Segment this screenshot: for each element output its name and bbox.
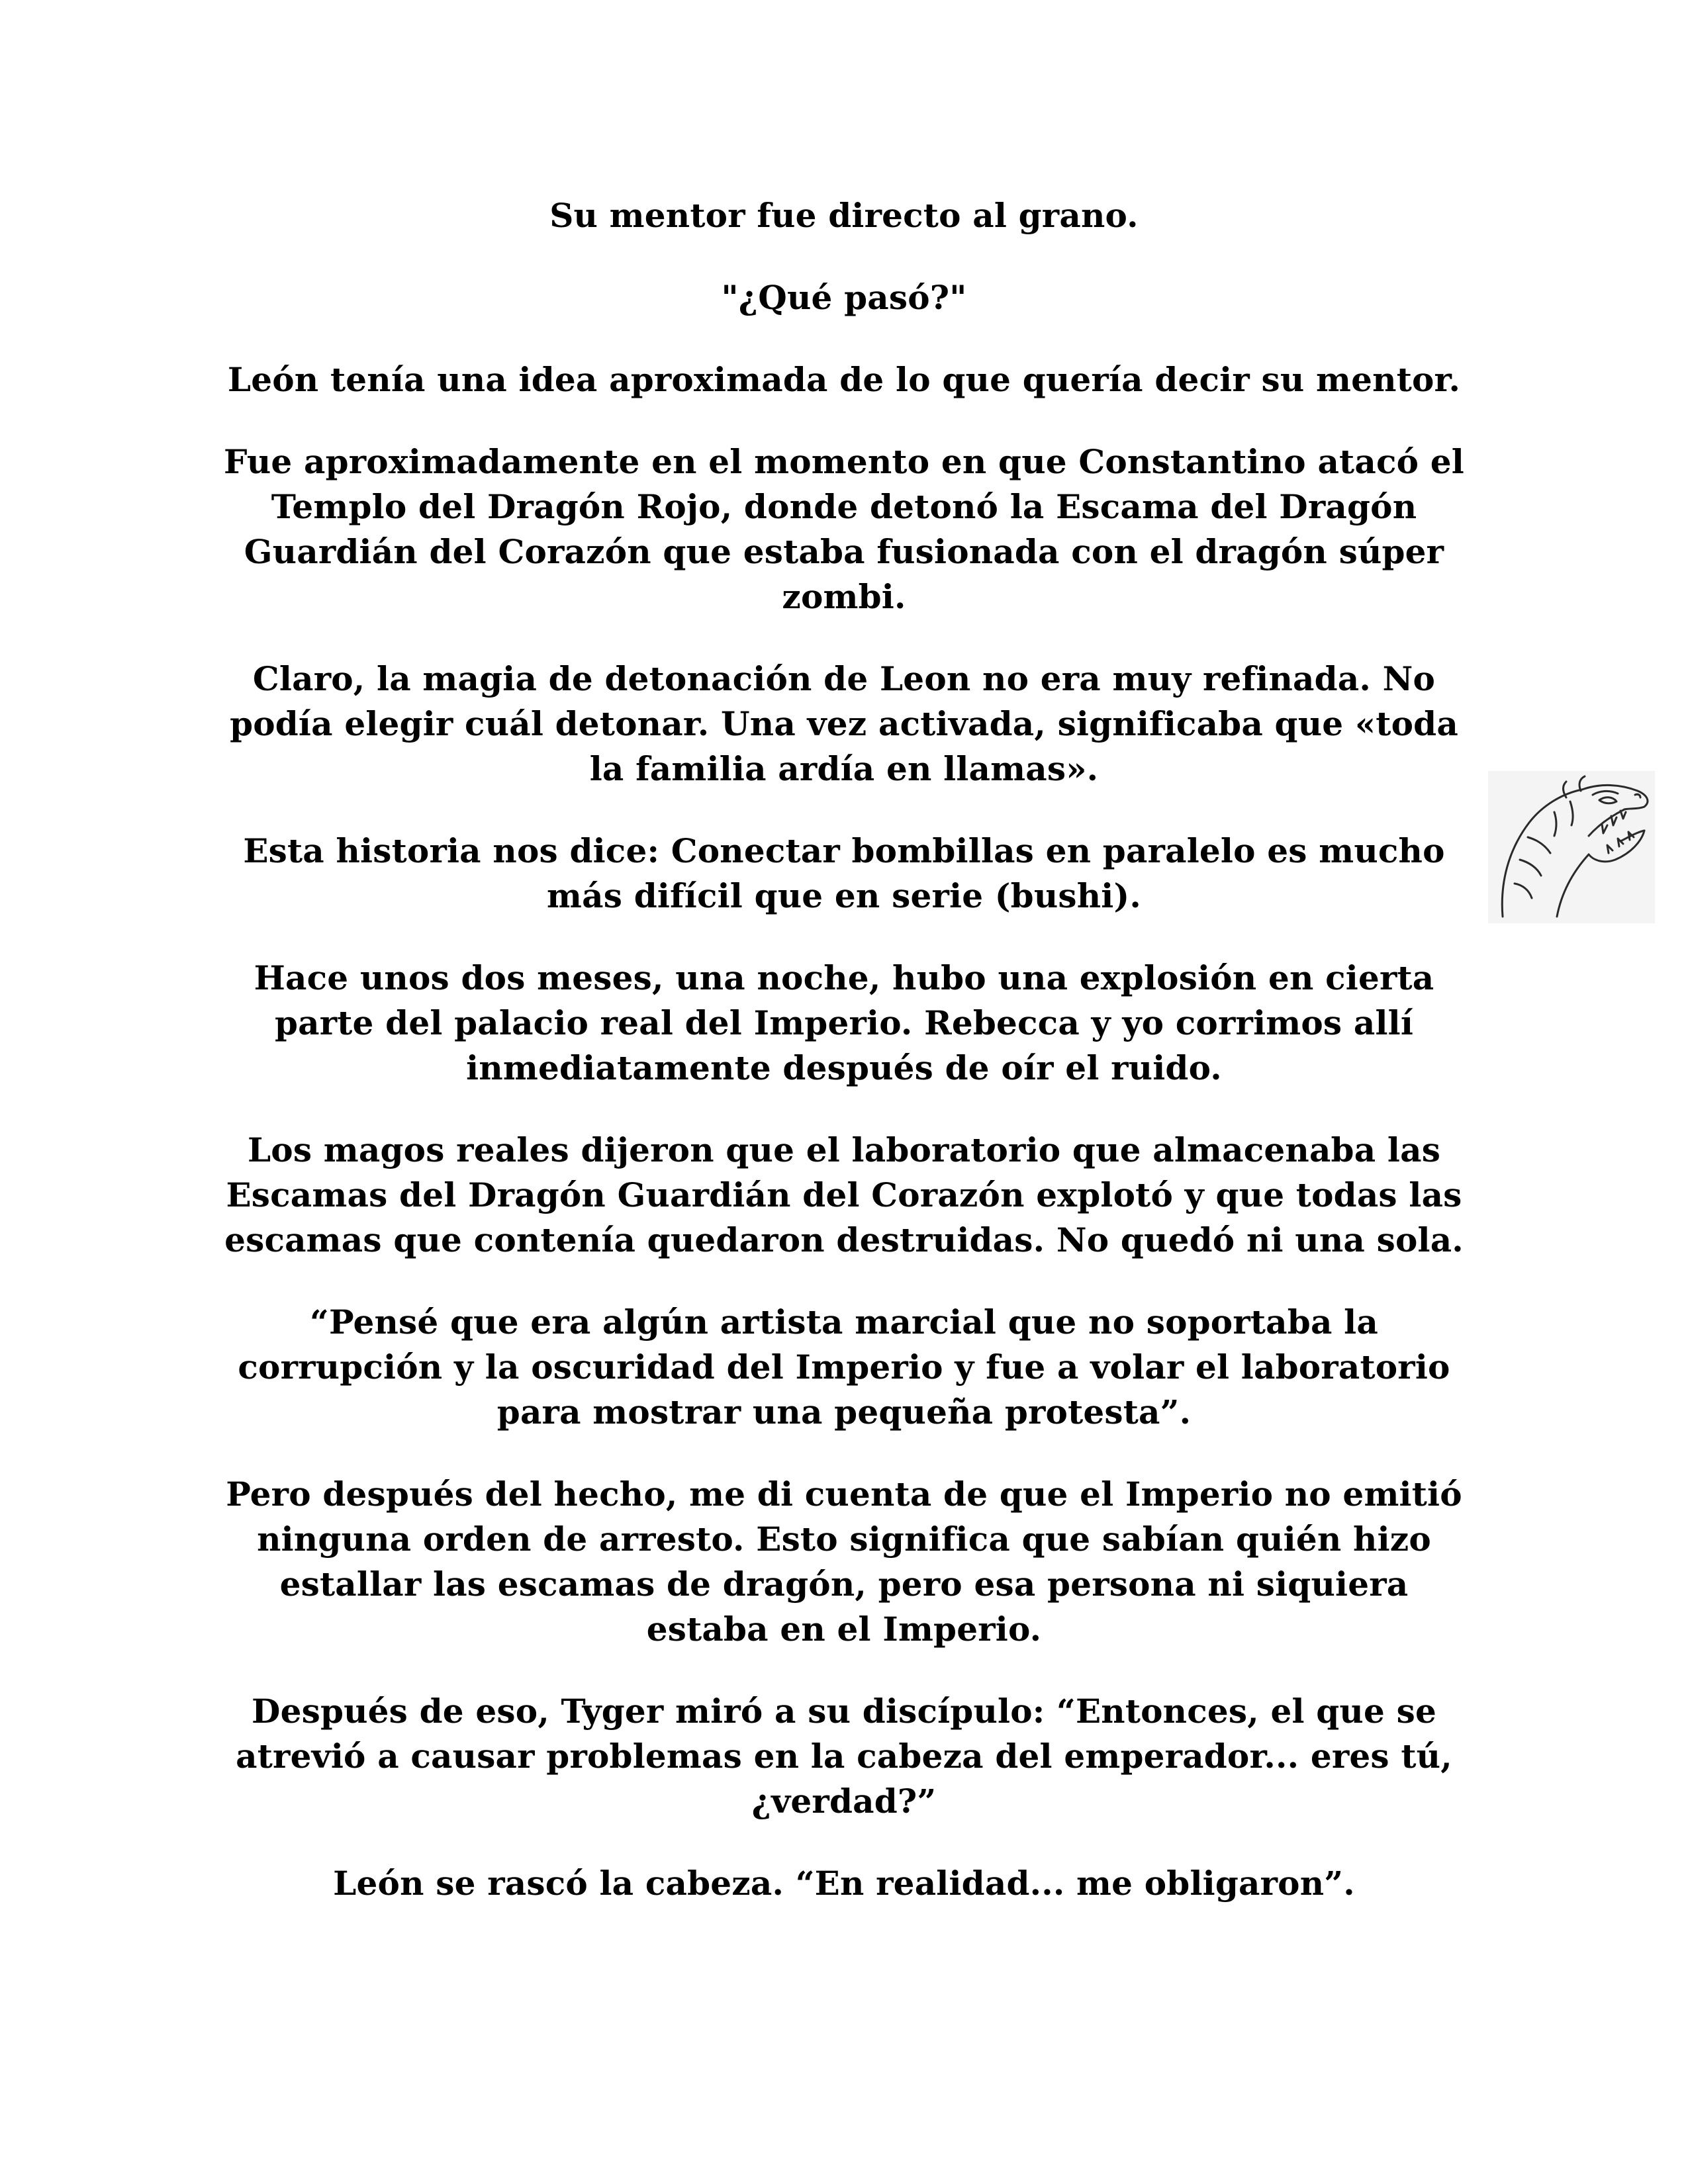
paragraph: Su mentor fue directo al grano.: [549, 196, 1139, 235]
paragraph: Después de eso, Tyger miró a su discípulo: “Entonces, el que se atrevió a causar problemas en la cabeza del emperador... eres tú, ¿verdad?”: [236, 1692, 1452, 1821]
paragraph: Pero después del hecho, me di cuenta de que el Imperio no emitió ninguna orden de arresto. Esto significa que sabían quién hizo estallar las escamas de dragón, pero esa persona ni siquiera estaba en el Imperio.: [226, 1475, 1462, 1649]
paragraph: Esta historia nos dice: Conectar bombillas en paralelo es mucho más difícil que en serie (bushi).: [243, 831, 1445, 915]
paragraph: "¿Qué pasó?": [721, 278, 967, 317]
paragraph: León se rascó la cabeza. “En realidad... me obligaron”.: [333, 1864, 1355, 1903]
paragraph: Claro, la magia de detonación de Leon no era muy refinada. No podía elegir cuál detonar. Una vez activada, significaba que «toda la familia ardía en llamas».: [230, 659, 1458, 788]
paragraph: Hace unos dos meses, una noche, hubo una explosión en cierta parte del palacio real del Imperio. Rebecca y yo corrimos allí inmediatamente después de oír el ruido.: [254, 958, 1434, 1087]
paragraph: “Pensé que era algún artista marcial que no soportaba la corrupción y la oscuridad del Imperio y fue a volar el laboratorio para mostrar una pequeña protesta”.: [238, 1302, 1450, 1432]
dragon-head-sketch-icon: [1488, 771, 1655, 923]
paragraph: León tenía una idea aproximada de lo que quería decir su mentor.: [227, 360, 1461, 399]
document-body: [218, 193, 1470, 1943]
paragraph: Los magos reales dijeron que el laboratorio que almacenaba las Escamas del Dragón Guardián del Corazón explotó y que todas las escamas que contenía quedaron destruidas. No quedó ni una sola.: [224, 1130, 1464, 1259]
paragraph: Fue aproximadamente en el momento en que Constantino atacó el Templo del Dragón Rojo, donde detonó la Escama del Dragón Guardián del Corazón que estaba fusionada con el dragón súper zombi.: [224, 442, 1464, 616]
